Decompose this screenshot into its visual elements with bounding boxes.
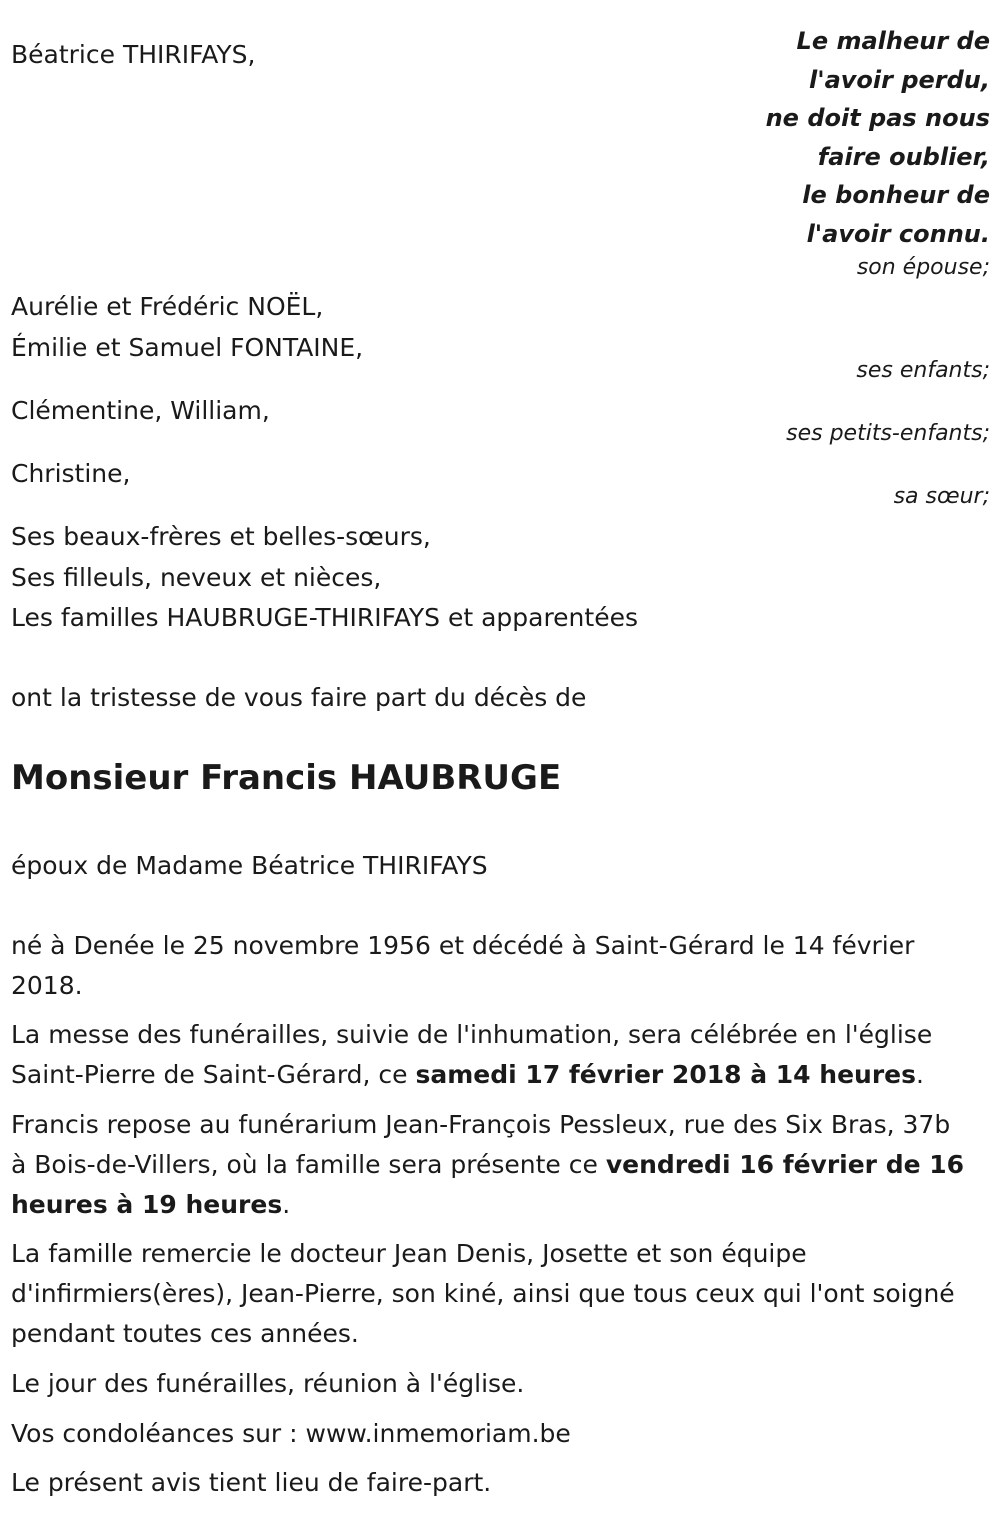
quote-line: faire oublier,	[817, 142, 990, 171]
reunion-text: Le jour des funérailles, réunion à l'église.	[11, 1369, 525, 1398]
notice-text: Le présent avis tient lieu de faire-part.	[11, 1468, 492, 1497]
quote-line: l'avoir connu.	[806, 219, 990, 248]
condolences-text: Vos condoléances sur : www.inmemoriam.be	[11, 1419, 571, 1448]
role-spouse: son épouse;	[856, 255, 990, 280]
sister-name: Christine,	[11, 459, 131, 488]
role-children: ses enfants;	[856, 358, 990, 383]
viewing-date: vendredi 16 février de 16 heures à 19 heures	[11, 1150, 965, 1219]
child-family-2: Émilie et Samuel FONTAINE,	[11, 333, 364, 362]
funeral-paragraph	[11, 1015, 971, 1095]
viewing-text: Francis repose au funérarium Jean-François Pessleux, rue des Six Bras, 37b à Bois-de-Villers, où la famille sera présente ce	[11, 1110, 951, 1179]
quote-line: l'avoir perdu,	[809, 65, 990, 94]
funeral-end: .	[916, 1060, 924, 1089]
spouse-name: Béatrice THIRIFAYS,	[11, 40, 256, 69]
funeral-date: samedi 17 février 2018 à 14 heures	[415, 1060, 917, 1089]
thanks-paragraph: La famille remercie le docteur Jean Denis, Josette et son équipe d'infirmiers(ères), Jean-Pierre, son kiné, ainsi que tous ceux qui l'ont soigné pendant toutes ces années.	[11, 1239, 955, 1348]
memorial-quote	[766, 22, 990, 253]
quote-line: Le malheur de	[796, 27, 990, 55]
extended-family-line: Ses filleuls, neveux et nièces,	[11, 563, 382, 592]
deceased-name: Monsieur Francis HAUBRUGE	[11, 758, 562, 798]
quote-line: ne doit pas nous	[765, 104, 990, 132]
role-grandchildren: ses petits-enfants;	[786, 421, 990, 446]
extended-family-line: Les familles HAUBRUGE-THIRIFAYS et apparentées	[11, 603, 638, 632]
viewing-paragraph	[11, 1105, 971, 1225]
child-family-1: Aurélie et Frédéric NOËL,	[11, 292, 324, 321]
quote-line: le bonheur de	[802, 181, 990, 209]
birth-death-text: né à Denée le 25 novembre 1956 et décédé à Saint-Gérard le 14 février 2018.	[11, 931, 915, 1000]
viewing-end: .	[282, 1190, 291, 1219]
funeral-text: La messe des funérailles, suivie de l'inhumation, sera célébrée en l'église Saint-Pierre de Saint-Gérard, ce	[11, 1020, 933, 1089]
announcement-text: ont la tristesse de vous faire part du décès de	[11, 683, 587, 712]
grandchildren-names: Clémentine, William,	[11, 396, 270, 425]
role-sister: sa sœur;	[893, 484, 990, 509]
spouse-of-text: époux de Madame Béatrice THIRIFAYS	[11, 851, 488, 880]
extended-family-line: Ses beaux-frères et belles-sœurs,	[11, 522, 431, 551]
